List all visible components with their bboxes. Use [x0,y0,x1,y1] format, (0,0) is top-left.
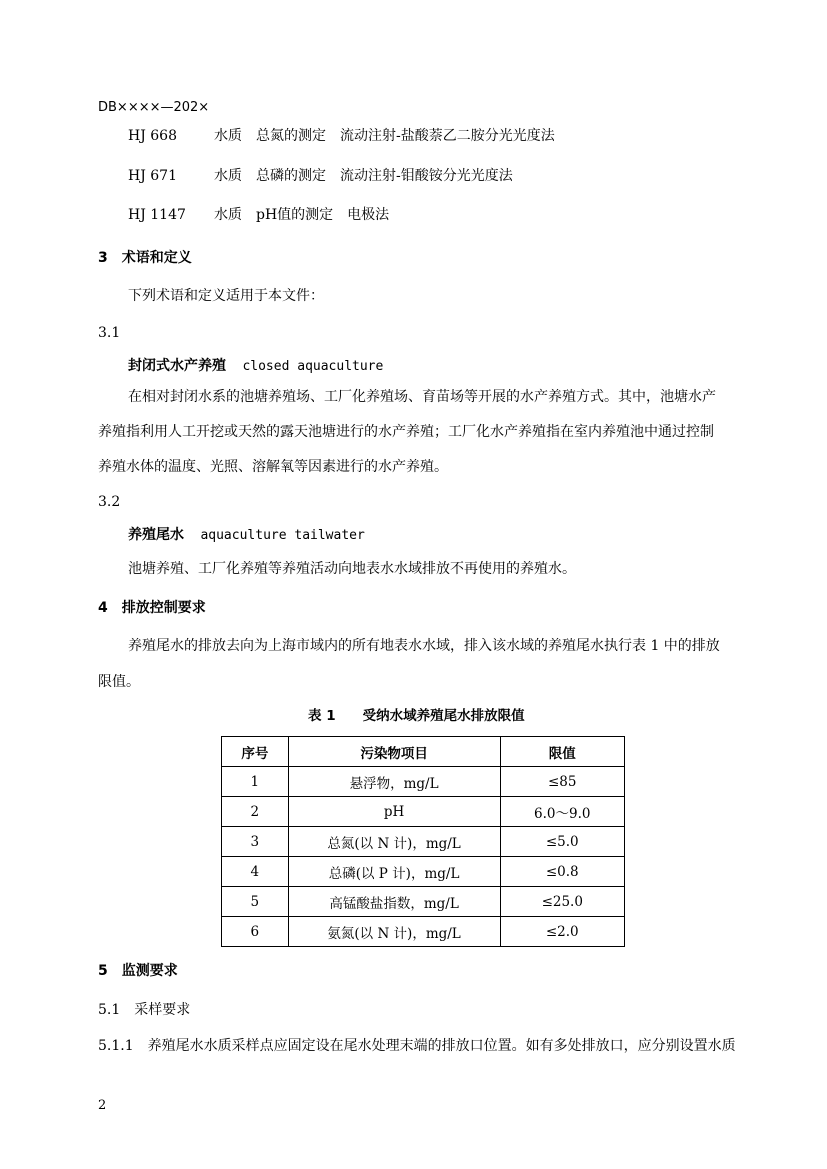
table-row [222,797,625,827]
serial-cell: 3 [222,827,289,857]
reference-title: 水质 pH值的测定 电极法 [214,207,390,223]
table-row [222,917,625,947]
term-3-1-definition-line: 养殖指利用人工开挖或天然的露天池塘进行的水产养殖；工厂化水产养殖指在室内养殖池中通过控制 [98,424,714,440]
term-3-1-definition-line: 养殖水体的温度、光照、溶解氧等因素进行的水产养殖。 [98,459,448,475]
discharge-limit-table [221,736,625,947]
serial-cell: 2 [222,797,289,827]
table-row [222,857,625,887]
header-cell-limit: 限值 [500,737,624,767]
serial-cell: 5 [222,887,289,917]
table-header-row [222,737,625,767]
section-3-intro: 下列术语和定义适用于本文件： [128,288,324,304]
term-3-2-number: 3.2 [98,494,121,510]
term-3-2-definition: 池塘养殖、工厂化养殖等养殖活动向地表水水域排放不再使用的养殖水。 [128,561,576,577]
reference-item [128,207,688,227]
serial-cell: 4 [222,857,289,887]
clause-5-1-1: 5.1.1 养殖尾水水质采样点应固定设在尾水处理末端的排放口位置。如有多处排放口，应分别设置水质 [98,1038,736,1054]
section-4-heading: 4 排放控制要求 [98,600,206,616]
term-cn: 封闭式水产养殖 [128,358,226,374]
pollutant-cell: 氨氮(以 N 计)，mg/L [288,917,500,947]
term-3-1-title [128,358,383,375]
subsection-5-1-heading: 5.1 采样要求 [98,1002,191,1018]
reference-item [128,168,688,188]
reference-title: 水质 总磷的测定 流动注射-钼酸铵分光光度法 [214,168,513,184]
table-caption: 表 1 受纳水域养殖尾水排放限值 [308,708,525,724]
limit-cell: 6.0～9.0 [500,797,624,827]
table-row [222,887,625,917]
page-number: 2 [98,1098,107,1113]
header-cell-serial: 序号 [222,737,289,767]
limit-cell: ≤2.0 [500,917,624,947]
term-en: aquaculture tailwater [200,528,365,543]
header-cell-pollutant: 污染物项目 [288,737,500,767]
limit-cell: ≤0.8 [500,857,624,887]
reference-code: HJ 1147 [128,207,186,223]
section-5-heading: 5 监测要求 [98,963,178,979]
limit-cell: ≤25.0 [500,887,624,917]
term-en: closed aquaculture [242,359,384,374]
pollutant-cell: pH [288,797,500,827]
term-cn: 养殖尾水 [128,527,184,543]
section-4-paragraph-line: 限值。 [98,674,140,690]
section-3-heading: 3 术语和定义 [98,250,192,266]
pollutant-cell: 高锰酸盐指数，mg/L [288,887,500,917]
section-4-paragraph-line: 养殖尾水的排放去向为上海市域内的所有地表水水域，排入该水域的养殖尾水执行表 1 中的排放 [128,638,720,654]
term-3-2-title [128,527,365,544]
pollutant-cell: 总氮(以 N 计)，mg/L [288,827,500,857]
reference-title: 水质 总氮的测定 流动注射-盐酸萘乙二胺分光光度法 [214,128,555,144]
document-code: DB××××—202× [98,100,210,115]
limit-cell: ≤85 [500,767,624,797]
term-3-1-definition-line: 在相对封闭水系的池塘养殖场、工厂化养殖场、育苗场等开展的水产养殖方式。其中，池塘水产 [128,389,716,405]
pollutant-cell: 总磷(以 P 计)，mg/L [288,857,500,887]
serial-cell: 6 [222,917,289,947]
table-row [222,827,625,857]
reference-code: HJ 671 [128,168,177,184]
limit-cell: ≤5.0 [500,827,624,857]
term-3-1-number: 3.1 [98,325,121,341]
reference-code: HJ 668 [128,128,177,144]
serial-cell: 1 [222,767,289,797]
table-row [222,767,625,797]
reference-item [128,128,688,148]
pollutant-cell: 悬浮物，mg/L [288,767,500,797]
